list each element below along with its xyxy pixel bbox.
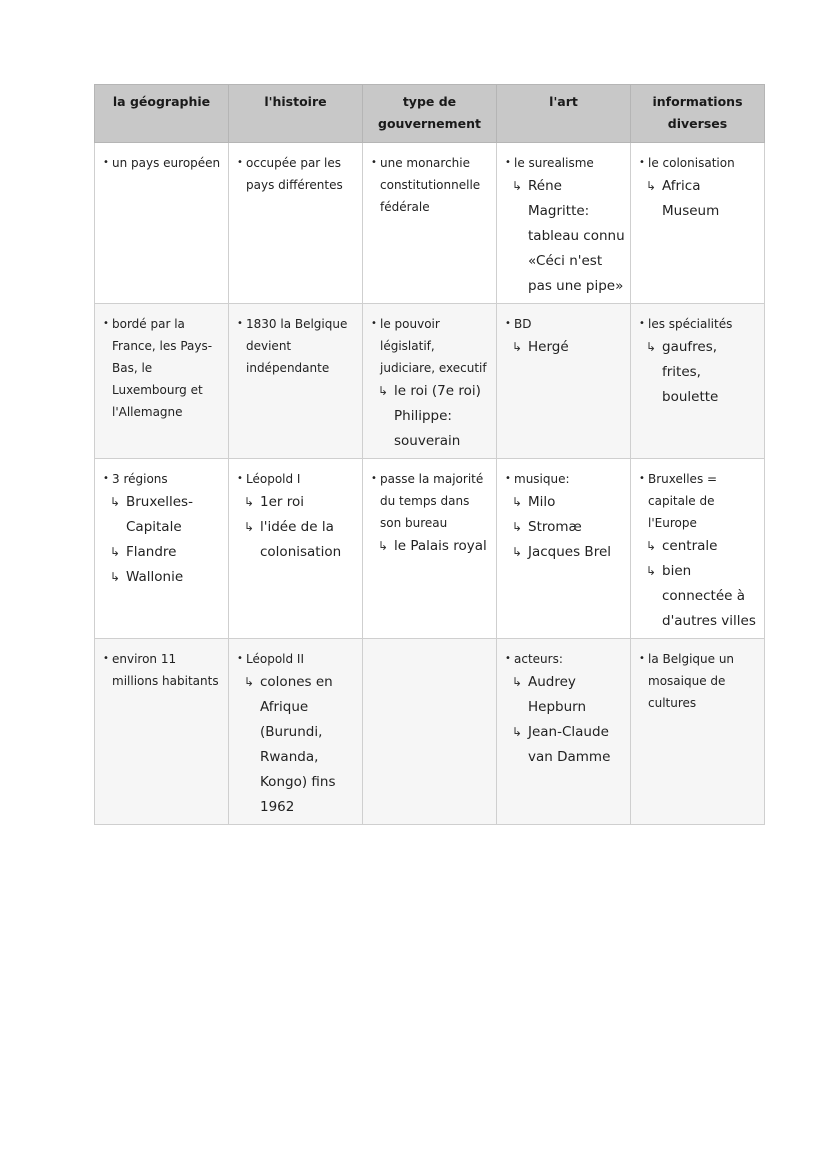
bullet-text: le surealisme: [514, 156, 594, 170]
bullet-text: la Belgique un mosaique de cultures: [648, 652, 735, 710]
table-cell: [631, 304, 765, 459]
sub-item: [512, 174, 626, 299]
bullet-text: une monarchie constitutionnelle fédérale: [380, 156, 481, 214]
sub-item: [646, 534, 760, 559]
table-cell: [95, 143, 229, 304]
table-cell: [363, 459, 497, 639]
table-cell: [497, 304, 631, 459]
bullet-item: [636, 313, 760, 335]
table-cell: [95, 639, 229, 825]
sub-item: [110, 540, 224, 565]
table-cell: [363, 143, 497, 304]
bullet-text: 3 régions: [112, 472, 168, 486]
table-cell: [229, 639, 363, 825]
bullet-item: [502, 468, 626, 490]
table-row: [95, 143, 765, 304]
arrow-icon: ↳: [512, 340, 523, 354]
sub-item: [110, 565, 224, 590]
sub-item-text: bien connectée à d'autres villes: [662, 563, 756, 629]
sub-item-text: 1er roi: [260, 494, 305, 510]
sub-item-text: le Palais royal: [394, 538, 487, 554]
sub-item-text: Flandre: [126, 544, 177, 560]
bullet-icon: •: [237, 473, 243, 484]
sub-item-text: Stromæ: [528, 519, 582, 535]
sub-item-text: le roi (7e roi) Philippe: souverain: [394, 383, 481, 449]
bullet-item: [234, 152, 358, 196]
bullet-text: BD: [514, 317, 532, 331]
sub-item: [512, 335, 626, 360]
table-row: [95, 304, 765, 459]
arrow-icon: ↳: [378, 384, 389, 398]
sub-item-text: Wallonie: [126, 569, 184, 585]
bullet-text: passe la majorité du temps dans son bureau: [380, 472, 484, 530]
bullet-text: musique:: [514, 472, 570, 486]
bullet-icon: •: [103, 318, 109, 329]
arrow-icon: ↳: [646, 340, 657, 354]
sub-item: [244, 490, 358, 515]
sub-item-text: Réne Magritte: tableau connu «Céci n'est pas une pipe»: [528, 178, 625, 294]
table-cell: [229, 143, 363, 304]
bullet-icon: •: [103, 653, 109, 664]
arrow-icon: ↳: [646, 179, 657, 193]
sub-item: [646, 174, 760, 224]
bullet-item: [234, 313, 358, 379]
table-cell: [363, 639, 497, 825]
bullet-item: [502, 152, 626, 174]
bullet-item: [502, 313, 626, 335]
table-cell: [363, 304, 497, 459]
bullet-icon: •: [371, 157, 377, 168]
sub-item: [378, 379, 492, 454]
bullet-icon: •: [639, 473, 645, 484]
sub-item: [378, 534, 492, 559]
sub-item: [512, 670, 626, 720]
bullet-item: [234, 648, 358, 670]
table-cell: [631, 459, 765, 639]
belgium-overview-table: [94, 84, 765, 825]
sub-item: [110, 490, 224, 540]
sub-item-text: centrale: [662, 538, 718, 554]
header-cell: informations diverses: [631, 85, 765, 143]
header-cell: type de gouvernement: [363, 85, 497, 143]
sub-item-text: l'idée de la colonisation: [260, 519, 342, 560]
bullet-item: [502, 648, 626, 670]
arrow-icon: ↳: [110, 545, 121, 559]
arrow-icon: ↳: [378, 539, 389, 553]
sub-item: [244, 515, 358, 565]
sub-item-text: Milo: [528, 494, 556, 510]
arrow-icon: ↳: [244, 675, 255, 689]
bullet-icon: •: [639, 318, 645, 329]
bullet-item: [368, 313, 492, 379]
sub-item-text: Africa Museum: [662, 178, 720, 219]
sub-item: [512, 720, 626, 770]
bullet-text: Léopold II: [246, 652, 305, 666]
bullet-text: le pouvoir législatif, judiciare, executif: [380, 317, 487, 375]
document-sheet: [94, 84, 764, 825]
bullet-text: environ 11 millions habitants: [112, 652, 219, 688]
bullet-item: [100, 152, 224, 174]
bullet-text: un pays européen: [112, 156, 221, 170]
sub-item: [512, 490, 626, 515]
sub-item-text: Bruxelles-Capitale: [126, 494, 193, 535]
table-cell: [229, 459, 363, 639]
bullet-icon: •: [505, 473, 511, 484]
bullet-icon: •: [639, 157, 645, 168]
sub-item-text: Jean-Claude van Damme: [528, 724, 611, 765]
arrow-icon: ↳: [244, 520, 255, 534]
bullet-item: [636, 468, 760, 534]
bullet-icon: •: [505, 653, 511, 664]
arrow-icon: ↳: [512, 520, 523, 534]
table-cell: [229, 304, 363, 459]
bullet-item: [100, 313, 224, 423]
arrow-icon: ↳: [110, 495, 121, 509]
sub-item: [646, 335, 760, 410]
bullet-icon: •: [103, 473, 109, 484]
sub-item: [512, 540, 626, 565]
bullet-icon: •: [103, 157, 109, 168]
table-cell: [497, 639, 631, 825]
arrow-icon: ↳: [646, 539, 657, 553]
bullet-item: [234, 468, 358, 490]
arrow-icon: ↳: [244, 495, 255, 509]
bullet-item: [636, 152, 760, 174]
arrow-icon: ↳: [512, 725, 523, 739]
bullet-text: 1830 la Belgique devient indépendante: [246, 317, 348, 375]
arrow-icon: ↳: [512, 675, 523, 689]
table-cell: [631, 639, 765, 825]
bullet-item: [100, 648, 224, 692]
bullet-text: les spécialités: [648, 317, 733, 331]
header-cell: la géographie: [95, 85, 229, 143]
table-cell: [631, 143, 765, 304]
bullet-icon: •: [639, 653, 645, 664]
bullet-item: [100, 468, 224, 490]
arrow-icon: ↳: [512, 545, 523, 559]
header-row: [95, 85, 765, 143]
sub-item-text: Jacques Brel: [528, 544, 612, 560]
bullet-icon: •: [505, 157, 511, 168]
bullet-text: acteurs:: [514, 652, 563, 666]
arrow-icon: ↳: [512, 179, 523, 193]
bullet-icon: •: [371, 473, 377, 484]
table-cell: [95, 459, 229, 639]
header-cell: l'art: [497, 85, 631, 143]
header-cell: l'histoire: [229, 85, 363, 143]
bullet-text: Léopold I: [246, 472, 301, 486]
bullet-icon: •: [237, 157, 243, 168]
bullet-icon: •: [371, 318, 377, 329]
table-cell: [497, 143, 631, 304]
table-row: [95, 459, 765, 639]
arrow-icon: ↳: [512, 495, 523, 509]
arrow-icon: ↳: [646, 564, 657, 578]
bullet-text: le colonisation: [648, 156, 735, 170]
sub-item: [244, 670, 358, 820]
sub-item-text: colones en Afrique (Burundi, Rwanda, Kongo) fins 1962: [260, 674, 336, 815]
bullet-item: [368, 152, 492, 218]
sub-item: [646, 559, 760, 634]
bullet-text: Bruxelles = capitale de l'Europe: [648, 472, 718, 530]
table-cell: [95, 304, 229, 459]
bullet-icon: •: [505, 318, 511, 329]
table-row: [95, 639, 765, 825]
bullet-item: [636, 648, 760, 714]
sub-item: [512, 515, 626, 540]
arrow-icon: ↳: [110, 570, 121, 584]
sub-item-text: gaufres, frites, boulette: [662, 339, 719, 405]
bullet-text: bordé par la France, les Pays-Bas, le Luxembourg et l'Allemagne: [112, 317, 213, 419]
bullet-icon: •: [237, 653, 243, 664]
sub-item-text: Hergé: [528, 339, 569, 355]
table-cell: [497, 459, 631, 639]
bullet-item: [368, 468, 492, 534]
bullet-text: occupée par les pays différentes: [246, 156, 343, 192]
bullet-icon: •: [237, 318, 243, 329]
sub-item-text: Audrey Hepburn: [528, 674, 587, 715]
